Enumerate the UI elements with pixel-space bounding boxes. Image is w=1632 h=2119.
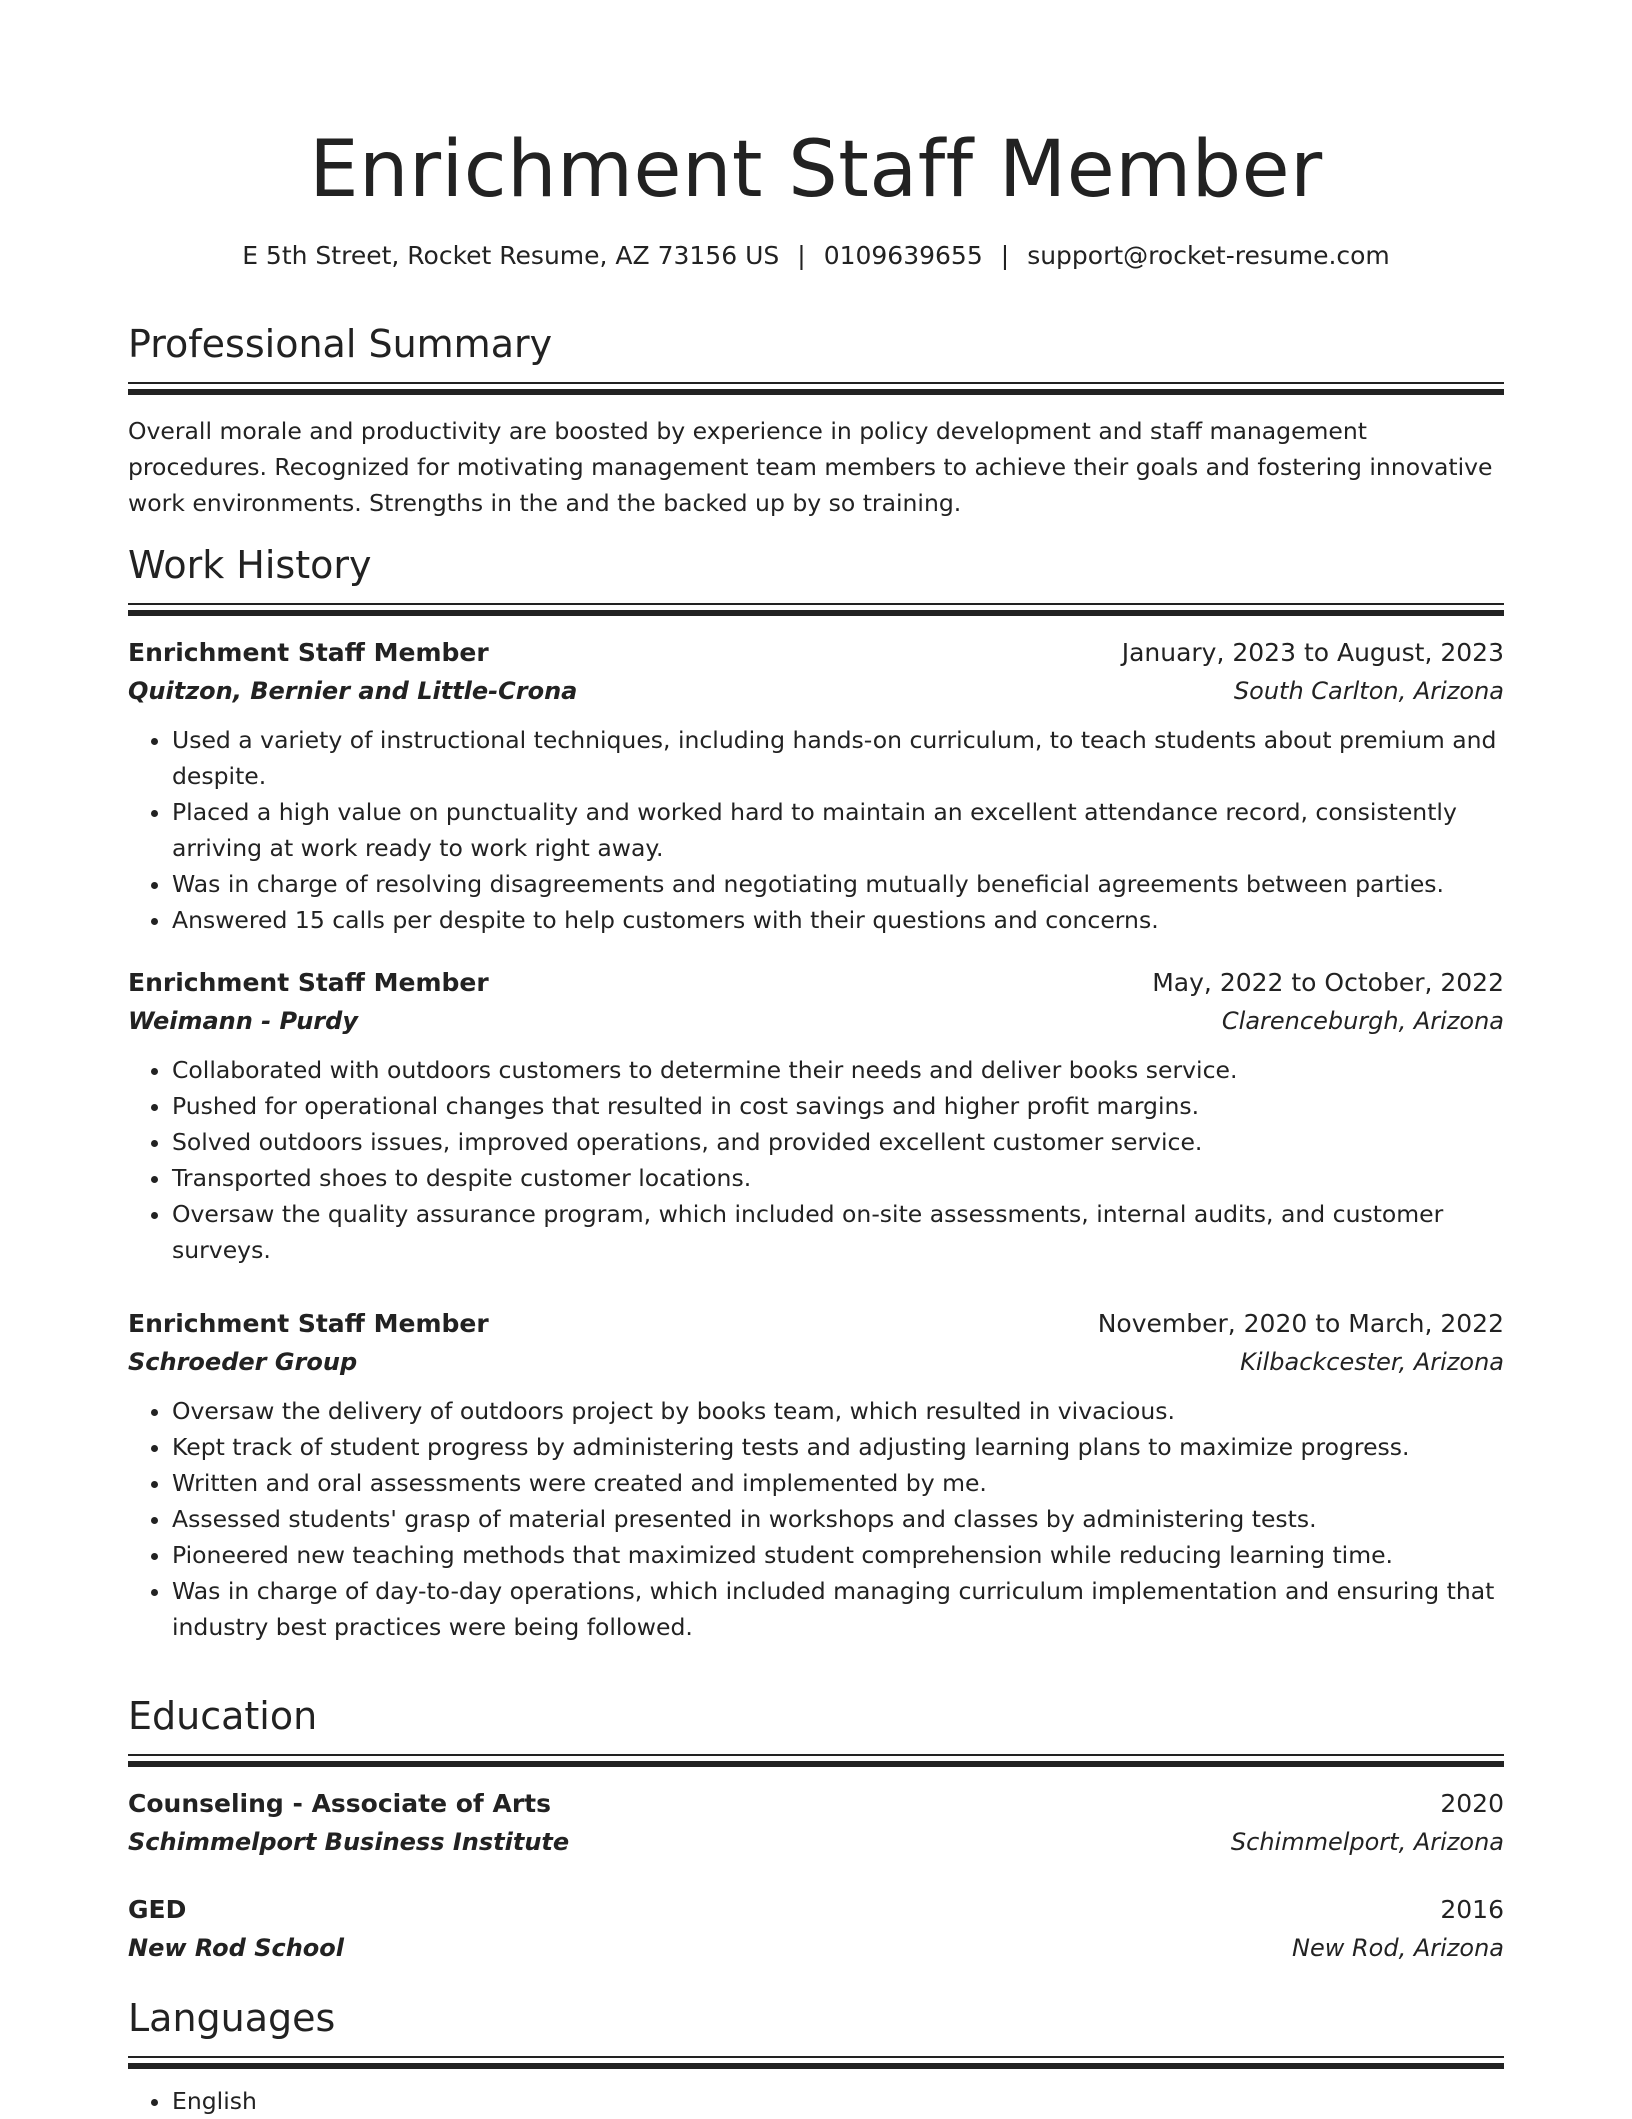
- job-company: Schroeder Group: [128, 1348, 358, 1376]
- list-item: • Oversaw the delivery of outdoors project by books team, which resulted in vivacious.: [172, 1393, 1504, 1429]
- education-location: Schimmelport, Arizona: [1230, 1828, 1504, 1856]
- summary-title: Professional Summary: [128, 322, 553, 366]
- job-company: Quitzon, Bernier and Little-Crona: [128, 677, 578, 705]
- education-year: 2016: [1440, 1895, 1504, 1924]
- job-entry: [128, 634, 1504, 938]
- job-location: Kilbackcester, Arizona: [1240, 1348, 1504, 1376]
- job-company: Weimann - Purdy: [128, 1007, 358, 1035]
- work-title: Work History: [128, 543, 372, 587]
- job-role: Enrichment Staff Member: [128, 968, 489, 997]
- section-divider: [128, 2056, 1504, 2069]
- list-item: • Pushed for operational changes that resulted in cost savings and higher profit margins.: [172, 1088, 1504, 1124]
- education-title: Education: [128, 1694, 318, 1738]
- list-item: • Pioneered new teaching methods that maximized student comprehension while reducing learning time.: [172, 1537, 1504, 1573]
- list-item: • Written and oral assessments were created and implemented by me.: [172, 1465, 1504, 1501]
- job-role: Enrichment Staff Member: [128, 1309, 489, 1338]
- job-role: Enrichment Staff Member: [128, 638, 489, 667]
- list-item: • Solved outdoors issues, improved operations, and provided excellent customer service.: [172, 1124, 1504, 1160]
- education-degree: Counseling - Associate of Arts: [128, 1789, 551, 1818]
- education-entry: [128, 1785, 1504, 1861]
- job-dates: May, 2022 to October, 2022: [1152, 968, 1504, 997]
- list-item: • Used a variety of instructional techniques, including hands-on curriculum, to teach students about premium and despite.: [172, 722, 1504, 794]
- contact-separator: |: [797, 241, 806, 270]
- contact-email: support@rocket-resume.com: [1027, 241, 1390, 270]
- job-bullets: [128, 722, 1504, 938]
- education-school: Schimmelport Business Institute: [128, 1828, 570, 1856]
- job-dates: January, 2023 to August, 2023: [1121, 638, 1504, 667]
- list-item: • Was in charge of resolving disagreements and negotiating mutually beneficial agreements between parties.: [172, 866, 1504, 902]
- contact-address: E 5th Street, Rocket Resume, AZ 73156 US: [242, 241, 780, 270]
- education-degree: GED: [128, 1895, 187, 1924]
- resume-name: Enrichment Staff Member: [309, 125, 1323, 215]
- job-entry-2: [128, 964, 1504, 1268]
- job-dates: November, 2020 to March, 2022: [1097, 1309, 1504, 1338]
- education-section: [128, 1692, 1504, 1967]
- section-divider: [128, 603, 1504, 616]
- languages-title: Languages: [128, 1996, 336, 2040]
- list-item: • Answered 15 calls per despite to help customers with their questions and concerns.: [172, 902, 1504, 938]
- education-year: 2020: [1440, 1789, 1504, 1818]
- summary-text: Overall morale and productivity are boosted by experience in policy development and staff management procedures. Recognized for motivating management team members to achieve their goals and fostering innovative work environments. Strengths in the and the backed up by so training.: [128, 417, 1493, 517]
- list-item: • Kept track of student progress by administering tests and adjusting learning plans to maximize progress.: [172, 1429, 1504, 1465]
- list-item: • Transported shoes to despite customer locations.: [172, 1160, 1504, 1196]
- list-item: • English: [172, 2083, 1504, 2119]
- job-location: South Carlton, Arizona: [1233, 677, 1504, 705]
- job-bullets: [128, 1052, 1504, 1268]
- list-item: • Placed a high value on punctuality and worked hard to maintain an excellent attendance record, consistently arriving at work ready to work right away.: [172, 794, 1504, 866]
- resume-page: [128, 0, 1504, 2115]
- languages-section: [128, 1994, 1504, 2119]
- job-entry-3: [128, 1305, 1504, 1645]
- job-location: Clarenceburgh, Arizona: [1221, 1007, 1504, 1035]
- list-item: • Collaborated with outdoors customers to determine their needs and deliver books service.: [172, 1052, 1504, 1088]
- section-divider: [128, 1754, 1504, 1767]
- list-item: • Oversaw the quality assurance program, which included on-site assessments, internal audits, and customer surveys.: [172, 1196, 1504, 1268]
- job-bullets: [128, 1393, 1504, 1645]
- contact-line: [128, 238, 1504, 274]
- education-school: New Rod School: [128, 1934, 344, 1962]
- education-location: New Rod, Arizona: [1292, 1934, 1504, 1962]
- languages-list: [128, 2083, 1504, 2119]
- contact-phone: 0109639655: [823, 241, 983, 270]
- list-item: • Was in charge of day-to-day operations, which included managing curriculum implementation and ensuring that industry best practices were being followed.: [172, 1573, 1504, 1645]
- list-item: • Assessed students' grasp of material presented in workshops and classes by administering tests.: [172, 1501, 1504, 1537]
- work-section: [128, 541, 1504, 938]
- summary-section: [128, 320, 1504, 521]
- education-entry: [128, 1891, 1504, 1967]
- section-divider: [128, 382, 1504, 395]
- contact-separator: |: [1000, 241, 1010, 270]
